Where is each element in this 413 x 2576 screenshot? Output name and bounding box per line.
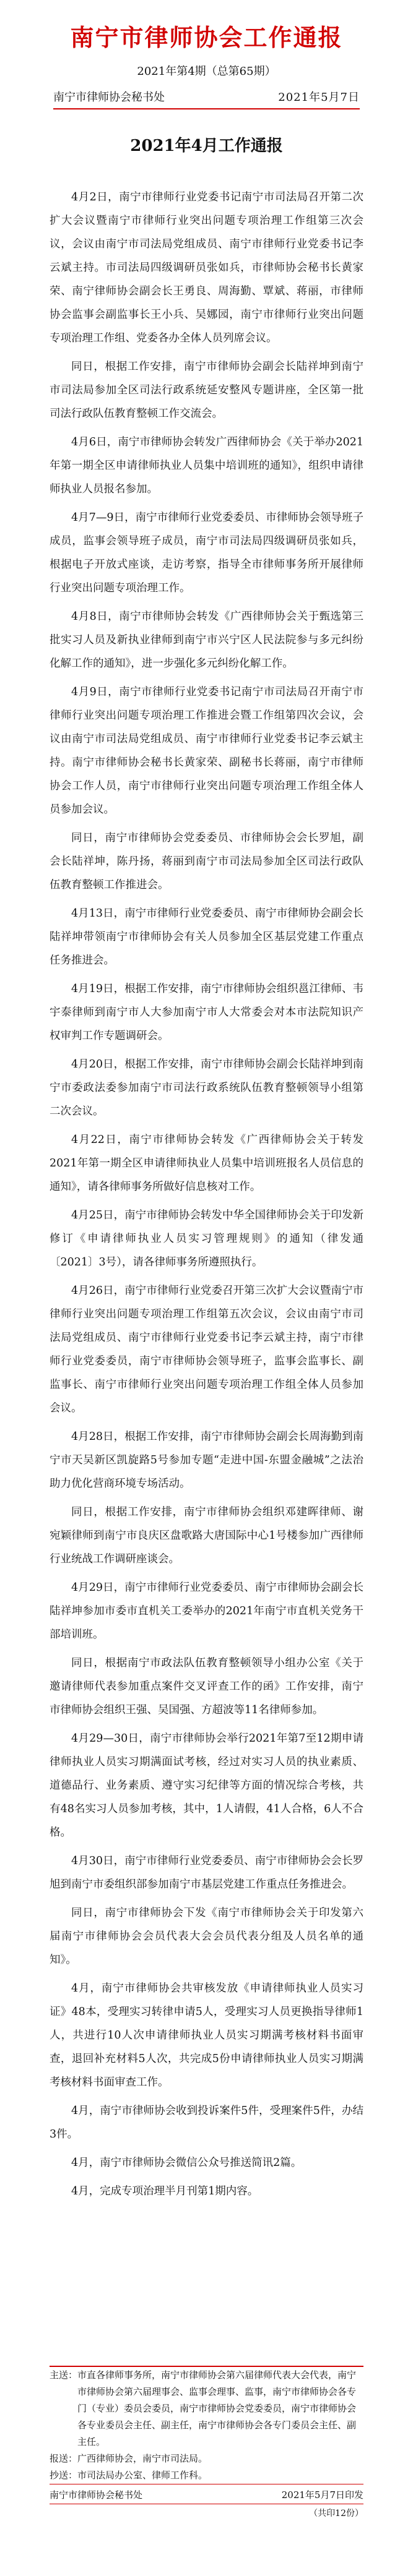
send-to-label: 主送： [50, 2369, 78, 2381]
publisher-line [53, 88, 360, 109]
paragraph: 4月，南宁市律师协会收到投诉案件5件，受理案件5件，办结3件。 [50, 2105, 363, 2141]
paragraph: 4月2日，南宁市律师行业党委书记南宁市司法局召开第二次扩大会议暨南宁市律师行业突出问题专项治理工作组第三次会议，会议由南宁市司法局党组成员、南宁市律师行业党委书记李云斌主持。市司法局四级调研员张如兵，市律师协会秘书长黄家荣、南宁律师协会副会长王勇良、周海勤、覃斌、蒋丽，市律师协会监事会副监事长王小兵、吴娜园，南宁市律师行业突出问题专项治理工作组、党委各办全体人员列席会议。 [50, 191, 363, 344]
issue-number: 2021年第4期（总第65期） [137, 65, 276, 78]
issuer-office: 南宁市律师协会秘书处 [50, 2489, 143, 2501]
issuer-line [50, 2484, 363, 2504]
paragraph: 4月22日，南宁市律师协会转发《广西律师协会关于转发2021年第一期全区申请律师执业人员集中培训班报名人员信息的通知》，请各律师事务所做好信息核对工作。 [50, 1134, 363, 1193]
document-title: 2021年4月工作通报 [130, 137, 283, 155]
paragraph: 同日，南宁市律师协会下发《南宁市律师协会关于印发第六届南宁市律师协会会员代表大会会员代表分组及人员名单的通知》。 [50, 1907, 363, 1966]
report-body [50, 186, 363, 2208]
paragraph: 4月9日，南宁市律师行业党委书记南宁市司法局召开南宁市律师行业突出问题专项治理工作推进会暨工作组第四次会议，会议由南宁市司法局党组成员、南宁市律师行业党委书记李云斌主持。南宁市律师协会秘书长黄家荣、副秘书长蒋丽，南宁市律师协会工作人员，南宁市律师行业突出问题专项治理工作组全体人员参加会议。 [50, 686, 363, 816]
masthead-title: 南宁市律师协会工作通报 [70, 24, 343, 51]
publisher-name: 南宁市律师协会秘书处 [53, 91, 165, 104]
issue-date: 2021年5月7日印发 [281, 2489, 363, 2501]
cc-text: 市司法局办公室、律师工作科。 [77, 2470, 208, 2481]
paragraph: 4月20日，根据工作安排，南宁市律师协会副会长陆祥坤到南宁市委政法委参加南宁市司法行政系统队伍教育整顿领导小组第二次会议。 [50, 1058, 363, 1118]
paragraph: 4月，南宁市律师协会微信公众号推送简讯2篇。 [71, 2157, 302, 2169]
paragraph: 4月8日，南宁市律师协会转发《广西律师协会关于甄选第三批实习人员及新执业律师到南宁市兴宁区人民法院参与多元纠纷化解工作的通知》，进一步强化多元纠纷化解工作。 [50, 610, 363, 670]
paragraph: 4月25日，南宁市律师协会转发中华全国律师协会关于印发新修订《申请律师执业人员实习管理规则》的通知（律发通〔2021〕3号），请各律师事务所遵照执行。 [50, 1209, 363, 1269]
report-to-text: 广西律师协会，南宁市司法局。 [77, 2453, 208, 2464]
paragraph: 4月28日，根据工作安排，南宁市律师协会副会长周海勤到南宁市天吴新区凯旋路5号参加专题“走进中国-东盟金融城”之法治助力优化营商环境专场活动。 [50, 1431, 363, 1490]
report-to-label: 报送： [50, 2453, 78, 2464]
paragraph: 同日，根据工作安排，南宁市律师协会组织邓建晖律师、谢宛颖律师到南宁市良庆区盘歌路大唐国际中心1号楼参加广西律师行业统战工作调研座谈会。 [50, 1506, 363, 1565]
publish-date: 2021年5月7日 [278, 91, 360, 104]
paragraph: 4月6日，南宁市律师协会转发广西律师协会《关于举办2021年第一期全区申请律师执业人员集中培训班的通知》，组织申请律师执业人员报名参加。 [50, 436, 363, 495]
cc-row [50, 2467, 363, 2484]
paragraph: 4月7—9日，南宁市律师行业党委委员、市律师协会领导班子成员，监事会领导班子成员，南宁市司法局四级调研员张如兵，根据电子开放式座谈，走访考察，指导全市律师事务所开展律师行业突出问题专项治理工作。 [50, 511, 363, 594]
distribution-footer [50, 2366, 363, 2522]
paragraph: 同日，南宁市律师协会党委委员、市律师协会会长罗旭，副会长陆祥坤，陈丹扬，蒋丽到南宁市司法局参加全区司法行政队伍教育整顿工作推进会。 [50, 832, 363, 891]
paragraph: 4月，完成专项治理半月刊第1期内容。 [71, 2185, 259, 2197]
paragraph: 4月30日，南宁市律师行业党委委员、南宁市律师协会会长罗旭到南宁市委组织部参加南宁市基层党建工作重点任务推进会。 [50, 1855, 363, 1891]
paragraph: 4月26日，南宁市律师行业党委召开第三次扩大会议暨南宁市律师行业突出问题专项治理工作组第五次会议，会议由南宁市司法局党组成员、南宁市律师行业党委书记李云斌主持，南宁市律师行业党委委员，南宁市律师协会领导班子，监事会监事长、副监事长、南宁市律师行业突出问题专项治理工作组全体人员参加会议。 [50, 1285, 363, 1414]
cc-label: 抄送： [50, 2470, 78, 2481]
paragraph: 4月，南宁市律师协会共审核发放《申请律师执业人员实习证》48本，受理实习转律申请5人，受理实习人员更换指导律师1人，共进行10人次申请律师执业人员实习期满考核材料书面审查，退回补充材料5人次，共完成5份申请律师执业人员实习期满考核材料书面审查工作。 [50, 1982, 363, 2089]
send-to-text: 市直各律师事务所，南宁市律师协会第六届律师代表大会代表，南宁市律师协会第六届理事会、监事会理事、监事，南宁市律师协会各专门（专业）委员会委员，南宁市律师协会党委委员，南宁市律师协会各专业委员会主任、副主任，南宁市律师协会各专门委员会主任、副主任。 [77, 2369, 357, 2447]
report-to-row [50, 2450, 363, 2467]
paragraph: 4月19日，根据工作安排，南宁市律师协会组织邕江律师、韦宇泰律师到南宁市人大参加南宁市人大常委会对本市法院知识产权审判工作专题调研会。 [50, 983, 363, 1042]
paragraph: 4月13日，南宁市律师行业党委委员、南宁市律师协会副会长陆祥坤带领南宁市律师协会有关人员参加全区基层党建工作重点任务推进会。 [50, 907, 363, 967]
paragraph: 4月29—30日，南宁市律师协会举行2021年第7至12期申请律师执业人员实习期满面试考核，经过对实习人员的执业素质、道德品行、业务素质、遵守实习纪律等方面的情况综合考核，共有48名实习人员参加考核，其中，1人请假，41人合格，6人不合格。 [50, 1732, 363, 1839]
paragraph: 同日，根据工作安排，南宁市律师协会副会长陆祥坤到南宁市司法局参加全区司法行政系统延安整风专题讲座，全区第一批司法行政队伍教育整顿工作交流会。 [50, 361, 363, 420]
paragraph: 4月29日，南宁市律师行业党委委员、南宁市律师协会副会长陆祥坤参加市委市直机关工委举办的2021年南宁市直机关党务干部培训班。 [50, 1581, 363, 1641]
paragraph: 同日，根据南宁市政法队伍教育整顿领导小组办公室《关于邀请律师代表参加重点案件交叉评查工作的函》工作安排，南宁市律师协会组织王强、吴国强、方超波等11名律师参加。 [50, 1657, 363, 1716]
print-count: （共印12份） [309, 2509, 363, 2518]
send-to-row [50, 2367, 363, 2450]
